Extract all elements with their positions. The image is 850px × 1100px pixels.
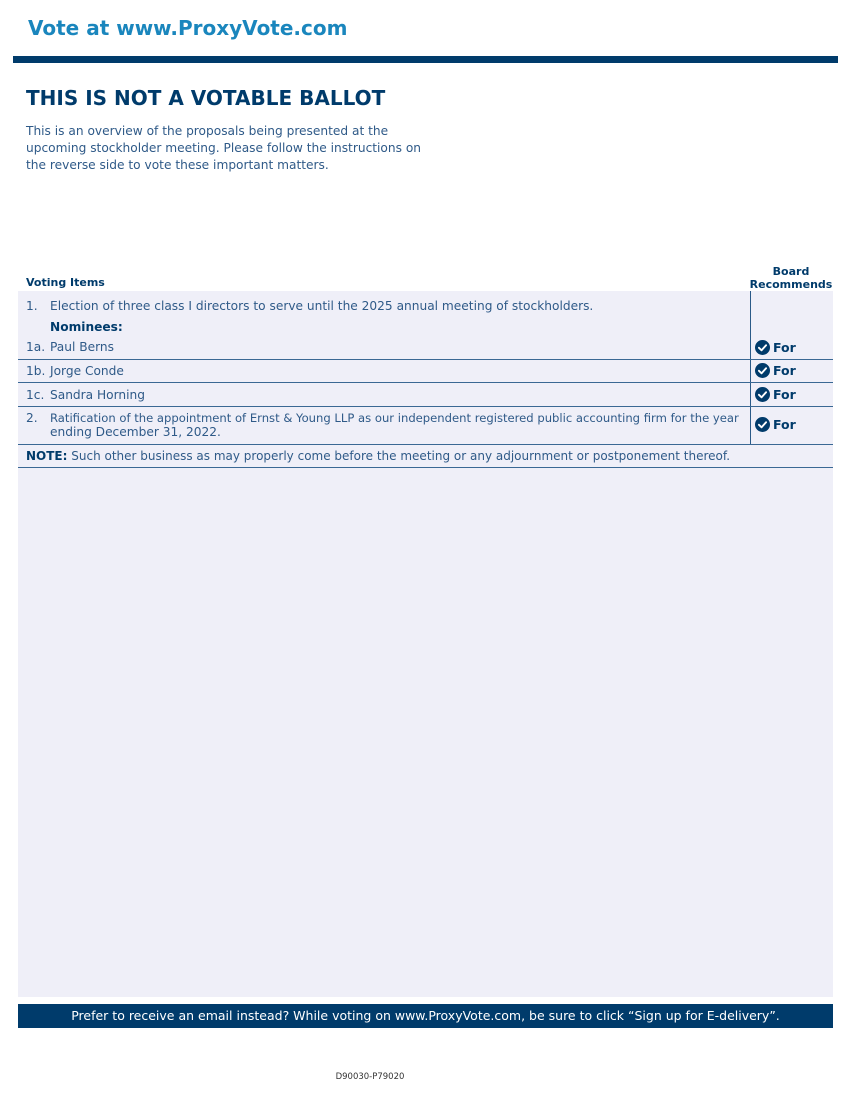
recommendation-label: For (773, 363, 796, 378)
e-delivery-banner: Prefer to receive an email instead? While voting on www.ProxyVote.com, be sure to click “Sign up for E-delivery”. (18, 1004, 833, 1028)
document-code: D90030-P79020 (335, 1072, 405, 1082)
notice-title: THIS IS NOT A VOTABLE BALLOT (26, 86, 386, 110)
row-divider (18, 382, 833, 383)
proposal-text (50, 411, 770, 439)
check-circle-icon (755, 387, 770, 402)
proposal-number: 2. (26, 411, 38, 425)
proposal-text-line: ending December 31, 2022. (50, 425, 221, 439)
row-divider (18, 359, 833, 360)
nominee-name: Paul Berns (50, 340, 114, 354)
nominee-name: Jorge Conde (50, 364, 124, 378)
nominee-number: 1b. (26, 364, 46, 378)
notice-line: the reverse side to vote these important matters. (26, 158, 329, 172)
nominee-number: 1c. (26, 388, 45, 402)
vote-url-heading: Vote at www.ProxyVote.com (28, 16, 348, 40)
board-header-line2: Recommends (749, 278, 833, 291)
recommendation (755, 363, 796, 378)
recommendation-label: For (773, 340, 796, 355)
recommendation-label: For (773, 387, 796, 402)
check-circle-icon (755, 340, 770, 355)
recommendation (755, 387, 796, 402)
notice-line: upcoming stockholder meeting. Please follow the instructions on (26, 141, 422, 155)
nominee-number: 1a. (26, 340, 46, 354)
row-divider (18, 444, 833, 445)
row-divider (18, 406, 833, 407)
voting-items-header: Voting Items (26, 276, 105, 289)
board-header-line1: Board (772, 265, 810, 278)
check-circle-icon (755, 363, 770, 378)
board-recommends-header (748, 265, 834, 291)
note-content (26, 449, 730, 463)
header-rule (13, 56, 838, 63)
note-text: Such other business as may properly come before the meeting or any adjournment or postponement thereof. (71, 449, 731, 463)
proposal-number: 1. (26, 299, 38, 313)
check-circle-icon (755, 417, 770, 432)
recommendation (755, 340, 796, 355)
notice-line: This is an overview of the proposals being presented at the (26, 124, 389, 138)
row-divider (18, 467, 833, 468)
proposal-text: Election of three class I directors to serve until the 2025 annual meeting of stockholders. (50, 299, 594, 313)
recommendation-label: For (773, 417, 796, 432)
note-label: NOTE: (26, 449, 68, 463)
proposal-text-line: Ratification of the appointment of Ernst & Young LLP as our independent registered public accounting firm for the year (50, 411, 739, 425)
nominee-name: Sandra Horning (50, 388, 146, 402)
notice-body (26, 123, 426, 174)
nominees-label: Nominees: (50, 320, 123, 334)
recommendation (755, 417, 796, 432)
